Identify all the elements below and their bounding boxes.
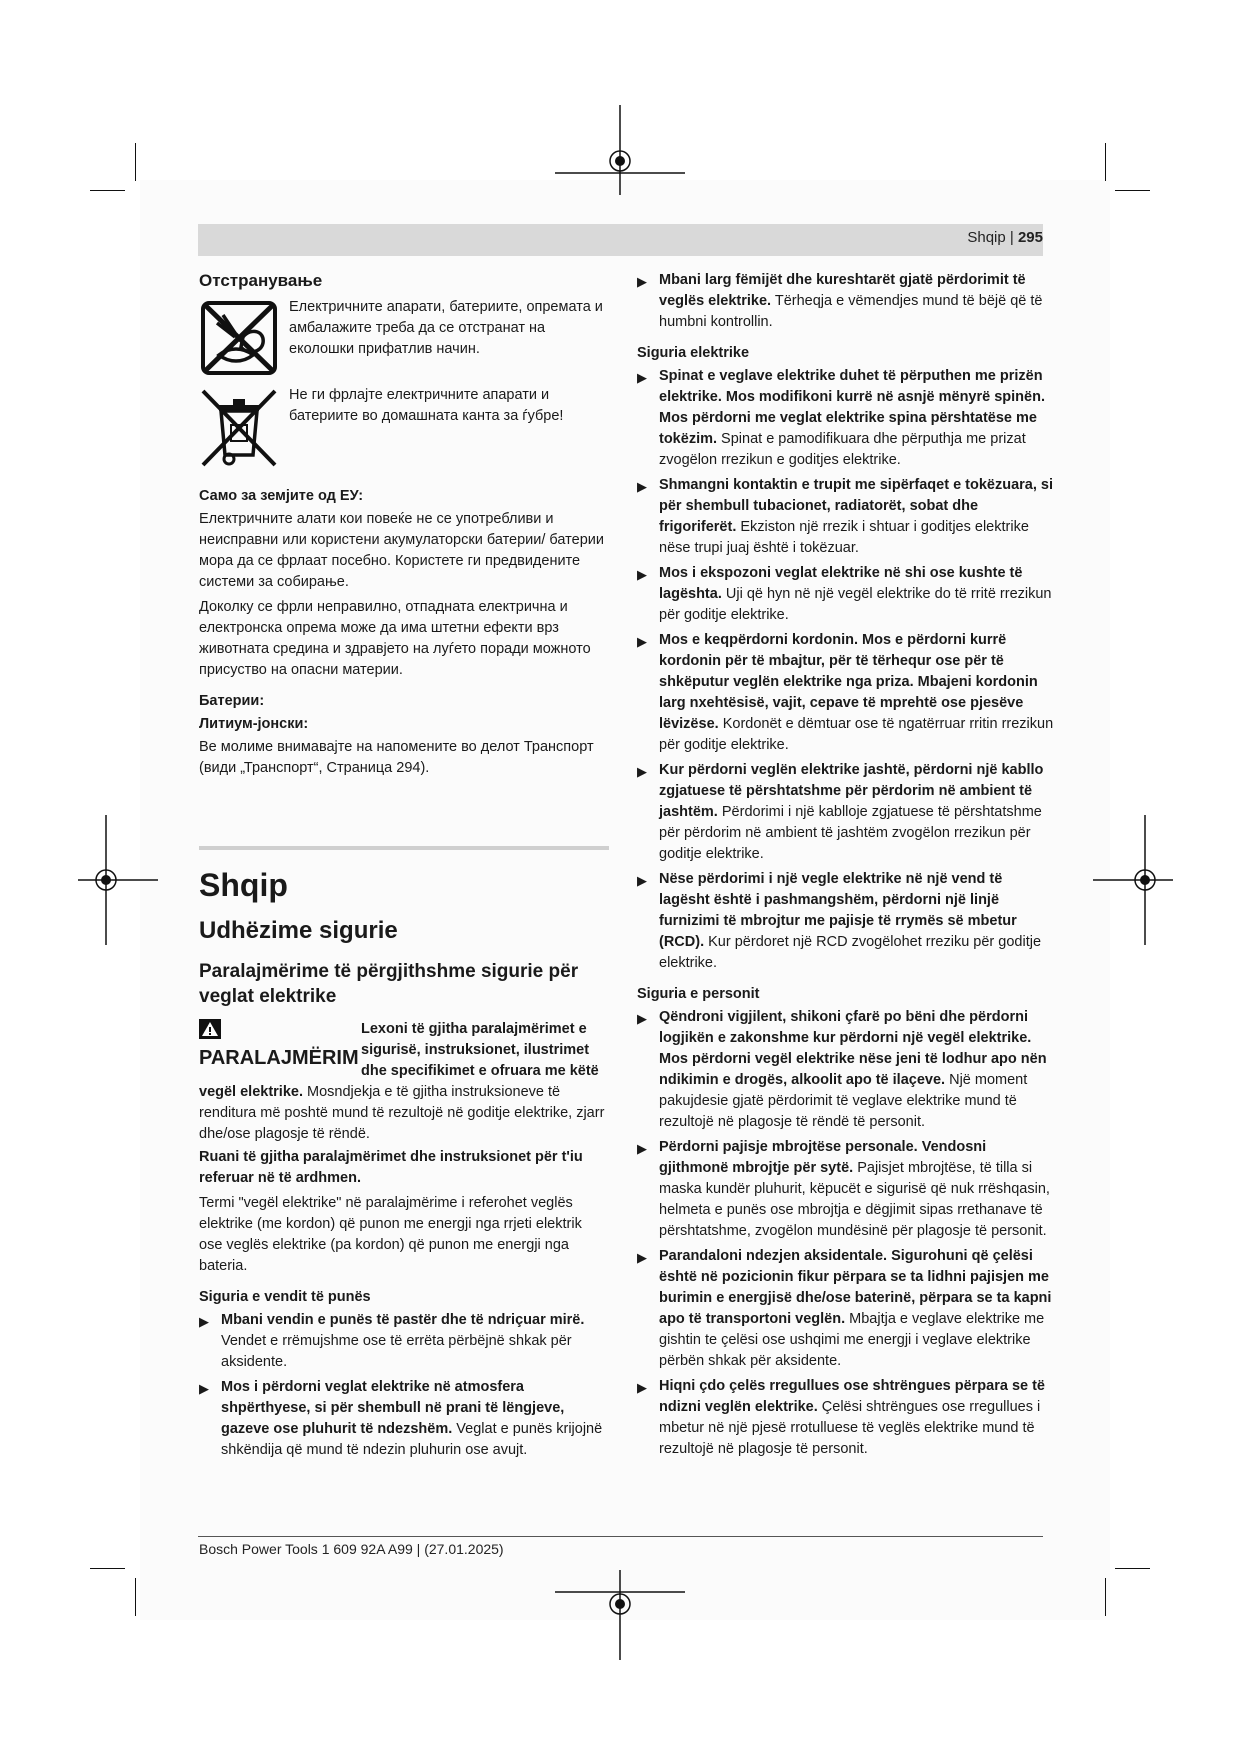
item-bold: Kur përdorni veglën elektrike jashtë, përdorni një kabllo zgjatuese të përshtatshme për përdorim në ambient të jashtëm.: [659, 762, 1044, 820]
crop-mark: [90, 1568, 125, 1569]
item-text: Uji që hyn në një vegël elektrike do të rritë rrezikun për goditje elektrike.: [659, 586, 1052, 623]
warning-text-rest: Mosndjekja e të gjitha instruksioneve të renditura më poshtë mund të rezultojë në goditje elektrike, zjarr dhe/ose plagosje të rëndë.: [199, 1084, 605, 1142]
disposal-text-2: Не ги фрлајте електричните апарати и батериите во домашната канта за ѓубре!: [289, 387, 564, 424]
bullet-triangle-icon: ▶: [637, 1380, 647, 1395]
warning-word: PARALAJMËRIM: [199, 1047, 359, 1069]
list-item: [637, 760, 1055, 865]
list-item: [637, 1376, 1055, 1460]
item-text: Kur përdoret një RCD zvogëlohet rreziku për goditje elektrike.: [659, 934, 1042, 971]
batteries-title: Батерии:: [199, 693, 265, 709]
registration-mark-icon: [78, 815, 158, 945]
registration-mark-icon: [555, 1570, 685, 1660]
page-footer: Bosch Power Tools 1 609 92A A99 | (27.01.2025): [199, 1541, 504, 1557]
list-item: [637, 563, 1055, 626]
item-bold: Spinat e veglave elektrike duhet të përputhen me prizën elektrike. Mos modifikoni kurrë në asnjë mënyrë spinën. Mos përdorni me veglat elektrike spina përshtatëse me tokëzim.: [659, 368, 1045, 447]
crop-mark: [1105, 1578, 1106, 1616]
disposal-text-1: Електричните апарати, батериите, опремата и амбалажите треба да се отстранат на еколошки прифатлив начин.: [289, 299, 603, 357]
personal-safety-title: Siguria e personit: [637, 986, 760, 1002]
language-title: Shqip: [199, 867, 288, 903]
list-item: [637, 869, 1055, 974]
crossed-out-tools-icon: [199, 297, 279, 377]
footer-rule: [198, 1536, 1043, 1537]
bullet-triangle-icon: ▶: [637, 764, 647, 779]
keep-instructions-text: Ruani të gjitha paralajmërimet dhe instruksionet për t'iu referuar në të ardhmen.: [199, 1149, 583, 1186]
bullet-triangle-icon: ▶: [637, 567, 647, 582]
bullet-triangle-icon: ▶: [199, 1381, 209, 1396]
item-bold: Qëndroni vigjilent, shikoni çfarë po bëni dhe përdorni logjikën e zakonshme kur përdorni një vegël elektrike. Mos përdorni vegël elektrike nëse jeni të lodhur apo nën ndikimin e drogës, alkoolit apo të ilaçeve.: [659, 1009, 1047, 1088]
list-item: [637, 270, 1055, 333]
item-text: Spinat e pamodifikuara dhe përputhja me prizat zvogëlon rrezikun e goditjes elektrike.: [659, 431, 1026, 468]
item-text: Një moment pakujdesie gjatë përdorimit të veglave elektrike mund të rezultojë në plagosje të rëndë të personit.: [659, 1072, 1028, 1130]
section-divider: [199, 846, 609, 850]
item-text: Përdorimi i një kablloje zgjatuese të përshtatshme për përdorim në ambient të jashtëm zvogëlon rrezikun për goditje elektrike.: [659, 804, 1042, 862]
crop-mark: [135, 143, 136, 181]
bullet-triangle-icon: ▶: [637, 1250, 647, 1265]
bullet-triangle-icon: ▶: [637, 479, 647, 494]
page-header: [967, 229, 1043, 246]
item-bold: Mbani vendin e punës të pastër dhe të ndriçuar mirë.: [221, 1312, 585, 1328]
electrical-safety-title: Siguria elektrike: [637, 345, 750, 361]
list-item: [637, 1007, 1055, 1133]
warning-triangle-icon: [199, 1019, 221, 1039]
li-ion-text: Ве молиме внимавајте на напомените во делот Транспорт (види „Транспорт“, Страница 294).: [199, 739, 594, 776]
eu-title: Само за земјите од ЕУ:: [199, 488, 364, 504]
bullet-triangle-icon: ▶: [637, 370, 647, 385]
left-column: [199, 270, 609, 1465]
item-text: Ekziston një rrezik i shtuar i goditjes elektrike nëse trupi juaj është i tokëzuar.: [659, 519, 1029, 556]
bullet-triangle-icon: ▶: [199, 1314, 209, 1329]
item-bold: Mbani larg fëmijët dhe kureshtarët gjatë përdorimit të veglës elektrike.: [659, 272, 1026, 309]
item-text: Pajisjet mbrojtëse, të tilla si maska kundër pluhurit, këpucët e sigurisë që nuk rrëshqasin, helmeta e punës ose mbrojtja e dëgjimit sipas rrethanave të përshtatshme, zvogëlon mundësinë për plagosje të personit.: [659, 1160, 1050, 1239]
bin-row: [199, 385, 609, 470]
li-ion-title: Литиум-јонски:: [199, 716, 309, 732]
page-number: 295: [1017, 229, 1043, 246]
item-bold: Mos i përdorni veglat elektrike në atmosfera shpërthyese, si për shembull në prani të lëngjeve, gazeve ose pluhurit të ndezshëm.: [221, 1379, 565, 1437]
safety-title: Udhëzime sigurie: [199, 917, 398, 944]
bullet-triangle-icon: ▶: [637, 1011, 647, 1026]
disposal-row: [199, 297, 609, 377]
item-text: Vendet e rrëmujshme ose të errëta përbëjnë shkak për aksidente.: [221, 1333, 572, 1370]
bullet-triangle-icon: ▶: [637, 1141, 647, 1156]
crop-mark: [90, 190, 125, 191]
item-text: Kordonët e dëmtuar ose të ngatërruar rritin rrezikun për goditje elektrike.: [659, 716, 1054, 753]
list-item: [637, 1137, 1055, 1242]
item-text: Çelësi shtrëngues ose rregullues i mbetur në një pjesë rrotulluese të veglës elektrike mund të rezultojë në plagosje të personit.: [659, 1399, 1041, 1457]
crop-mark: [1115, 190, 1150, 191]
registration-mark-icon: [1093, 815, 1173, 945]
bullet-triangle-icon: ▶: [637, 873, 647, 888]
header-bar: [198, 224, 1043, 256]
term-text: Termi "vegël elektrike" në paralajmërime i referohet veglës elektrike (me kordon) që punon me energji nga rrjeti elektrik ose veglës elektrike (pa kordon) që punon me energji nga bateria.: [199, 1195, 582, 1274]
crop-mark: [1105, 143, 1106, 181]
crossed-out-wheelie-bin-icon: [199, 385, 279, 470]
item-bold: Mos e keqpërdorni kordonin. Mos e përdorni kurrë kordonin për të mbajtur, për të tërhequr ose për të shkëputur veglën elektrike nga priza. Mbajeni kordonin larg nxehtësisë, vajit, cepave të mprehtë ose pjesëve lëvizëse.: [659, 632, 1038, 732]
item-bold: Përdorni pajisje mbrojtëse personale. Vendosni gjithmonë mbrojtje për sytë.: [659, 1139, 987, 1176]
item-text: Veglat e punës krijojnë shkëndija që mund të ndezin pluhurin ose avujt.: [221, 1421, 603, 1458]
list-item: [637, 475, 1055, 559]
workplace-title: Siguria e vendit të punës: [199, 1289, 371, 1305]
eu-text-1: Електричните алати кои повеќе не се употребливи и неисправни или користени акумулаторски батерии/ батерии мора да се фрлаат посебно. Користете ги предвидените системи за собирање.: [199, 511, 604, 590]
header-separator: |: [1005, 229, 1018, 246]
item-text: Mbajtja e veglave elektrike me gishtin te çelësi ose ushqimi me energji i veglave elektrike përbën shkak për aksidente.: [659, 1311, 1045, 1369]
list-item: [199, 1377, 609, 1461]
list-item: [637, 1246, 1055, 1372]
list-item: [637, 630, 1055, 756]
item-bold: Nëse përdorimi i një vegle elektrike në një vend të lagësht është i pashmangshëm, përdorni një linjë furnizimi të mbrojtur me pajisje të rrymës së mbetur (RCD).: [659, 871, 1017, 950]
bullet-triangle-icon: ▶: [637, 274, 647, 289]
crop-mark: [1115, 1568, 1150, 1569]
warning-label: [199, 1019, 357, 1069]
item-bold: Hiqni çdo çelës rregullues ose shtrëngues përpara se të ndizni veglën elektrike.: [659, 1378, 1045, 1415]
right-column: [637, 270, 1055, 1464]
eu-text-2: Доколку се фрли неправилно, отпадната електрична и електронска опрема може да има штетни ефекти врз животната средина и здравјето на луѓето поради можното присуство на опасни материи.: [199, 599, 591, 678]
crop-mark: [135, 1578, 136, 1616]
item-bold: Shmangni kontaktin e trupit me sipërfaqet e tokëzuara, si për shembull tubacionet, radiatorët, sobat dhe frigoriferët.: [659, 477, 1054, 535]
list-item: [637, 366, 1055, 471]
registration-mark-icon: [555, 105, 685, 195]
warning-text-bold: Lexoni të gjitha paralajmërimet e sigurisë, instruksionet, ilustrimet dhe specifikimet e ofruara me këtë vegël elektrike.: [199, 1021, 599, 1100]
item-bold: Mos i ekspozoni veglat elektrike në shi ose kushte të lagështa.: [659, 565, 1023, 602]
item-bold: Parandaloni ndezjen aksidentale. Sigurohuni që çelësi është në pozicionin fikur përpara se ta lidhni pajisjen me burimin e energjisë dhe/ose baterinë, përpara se ta kapni apo të transportoni veglën.: [659, 1248, 1052, 1327]
item-text: Tërheqja e vëmendjes mund të bëjë që të humbni kontrollin.: [659, 293, 1043, 330]
bullet-triangle-icon: ▶: [637, 634, 647, 649]
disposal-title: Отстранување: [199, 271, 323, 290]
general-warnings-title: Paralajmërime të përgjithshme sigurie për veglat elektrike: [199, 961, 579, 1007]
header-section: Shqip: [967, 229, 1006, 246]
warning-block: [199, 1019, 609, 1145]
list-item: [199, 1310, 609, 1373]
